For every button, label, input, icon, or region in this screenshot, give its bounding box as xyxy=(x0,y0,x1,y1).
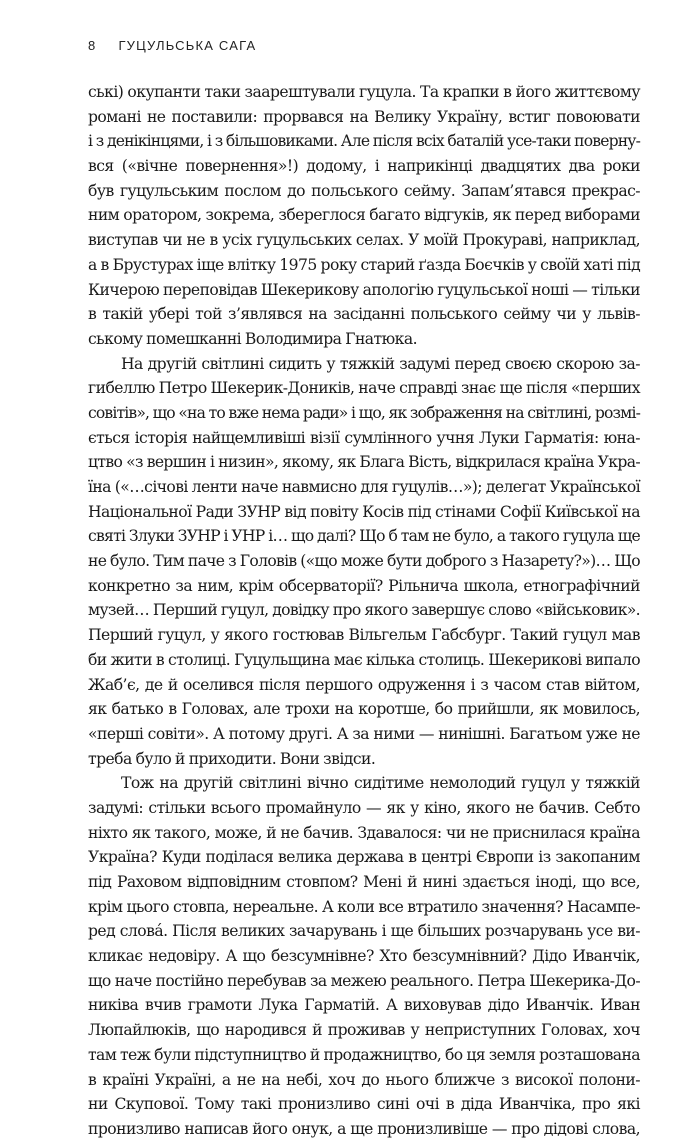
text-line: як батько в Головах, але трохи на коротше, бо прийшли, як мовилось, xyxy=(88,700,640,719)
text-line: не було. Тим паче з Головів («що може бути доброго з Назарету?»)… Що xyxy=(88,552,640,571)
text-line: вся («вічне повернення»!) додому, і наприкінці двадцятих два роки xyxy=(88,157,640,176)
text-line: ському помешканні Володимира Гнатюка. xyxy=(88,329,417,348)
text-line: ним оратором, зокрема, збереглося багато відгуків, як перед виборами xyxy=(88,206,640,225)
text-line: а в Брустурах іще влітку 1975 року старий ґазда Боєчків у своїй хаті під xyxy=(88,255,641,274)
text-line: ється історія найщемливіші візії сумлінного учня Луки Гарматія: юна- xyxy=(88,428,640,447)
text-line: би жити в столиці. Гуцульщина має кілька столиць. Шекерикові випало xyxy=(88,650,640,669)
text-line: романі не поставили: прорвався на Велику Україну, встиг повоювати xyxy=(88,107,640,126)
text-line: треба було й приходити. Вони звідси. xyxy=(88,749,376,768)
text-line: музей… Перший гуцул, довідку про якого завершує слово «військовик». xyxy=(88,601,640,620)
text-line: під Раховом відповідним стовпом? Мені й нині здається іноді, що все, xyxy=(88,873,640,891)
paragraph-first-line: Тож на другій світлині вічно сидітиме немолодий гуцул у тяжкій xyxy=(121,774,640,793)
text-line: кликає недовіру. А що безсумнівне? Хто безсумнівний? Дідо Иванчік, xyxy=(88,947,640,966)
text-line: «перші совіти». А потому другі. А за ними — нинішні. Багатьом уже не xyxy=(88,724,640,743)
text-line: Національної Ради ЗУНР від повіту Косів під стінами Софії Київської на xyxy=(88,502,640,521)
text-line: був гуцульським послом до польського сейму. Запам’ятався прекрас- xyxy=(88,181,640,200)
body-text xyxy=(88,80,640,1142)
text-line: Жаб’є, де й оселився після першого одруження і з часом став війтом, xyxy=(88,675,640,694)
text-line: ніхто як такого, може, й не бачив. Здавалося: чи не приснилася країна xyxy=(88,823,640,842)
text-line: Перший гуцул, у якого гостював Вільгельм Габсбург. Такий гуцул мав xyxy=(88,626,640,645)
text-line: пронизливо написав його онук, а ще пронизливіше — про дідові слова, xyxy=(88,1119,640,1138)
text-line: Кичерою переповідав Шекерикову апологію гуцульської ноші — тільки xyxy=(88,280,640,299)
text-line: в країні Україні, а не на небі, хоч до нього ближче з високої полони- xyxy=(88,1070,640,1089)
text-line: їна («…січові ленти наче навмисно для гуцулів…»); делегат Української xyxy=(88,478,640,496)
running-title: ГУЦУЛЬСЬКА САГА xyxy=(118,38,257,53)
running-header xyxy=(88,38,256,53)
text-line: Люпайлюків, що народився й проживав у неприступних Головах, хоч xyxy=(88,1021,640,1040)
text-line: ред слова́. Після великих зачарувань і ще більших розчарувань усе ви- xyxy=(88,922,640,941)
text-line: виступав чи не в усіх гуцульських селах. У моїй Прокураві, наприклад, xyxy=(88,231,640,250)
text-line: гибеллю Петро Шекерик-Доників, наче справді знає ще після «перших xyxy=(88,379,640,398)
text-line: святі Злуки ЗУНР і УНР і… що далі? Що б там не було, а такого гуцула ще xyxy=(88,527,640,546)
text-line: крім цього стовпа, нереальне. А коли все втратило значення? Насампе- xyxy=(88,897,640,916)
text-line: цтво «з вершин і низин», якому, як Блага Вість, відкрилася країна Укра- xyxy=(88,453,640,472)
text-line: задумі: стільки всього промайнуло — як у кіно, якого не бачив. Себто xyxy=(88,798,640,817)
book-page xyxy=(88,0,641,1138)
paragraph-first-line: На другій світлині сидить у тяжкій задумі перед своєю скорою за- xyxy=(121,354,640,373)
text-line: там теж були підступництво й продажництво, бо ця земля розташована xyxy=(88,1045,640,1064)
text-line: і з денікінцями, і з більшовиками. Але після всіх баталій усе-таки поверну- xyxy=(88,132,640,151)
text-line: никіва вчив грамоти Лука Гарматій. А виховував дідо Иванчік. Иван xyxy=(88,996,640,1015)
text-line: ські) окупанти таки заарештували гуцула. Та крапки в його життєвому xyxy=(88,83,640,101)
text-line: що наче постійно перебував за межею реального. Петра Шекерика-До- xyxy=(88,971,640,990)
text-line: Україна? Куди поділася велика держава в центрі Європи із закопаним xyxy=(88,848,640,867)
text-line: ни Скупової. Тому такі пронизливо сині очі в діда Иванчіка, про які xyxy=(88,1095,640,1114)
text-line: совітів», що «на то вже нема ради» і що, як зображення на світлині, розмі- xyxy=(88,403,640,422)
text-line: конкретно за ним, крім обсерваторії? Рільнича школа, етнографічний xyxy=(88,576,640,595)
page-number: 8 xyxy=(88,38,97,53)
text-line: в такій убері той з’являвся на засіданні польського сейму чи у львів- xyxy=(88,305,640,324)
